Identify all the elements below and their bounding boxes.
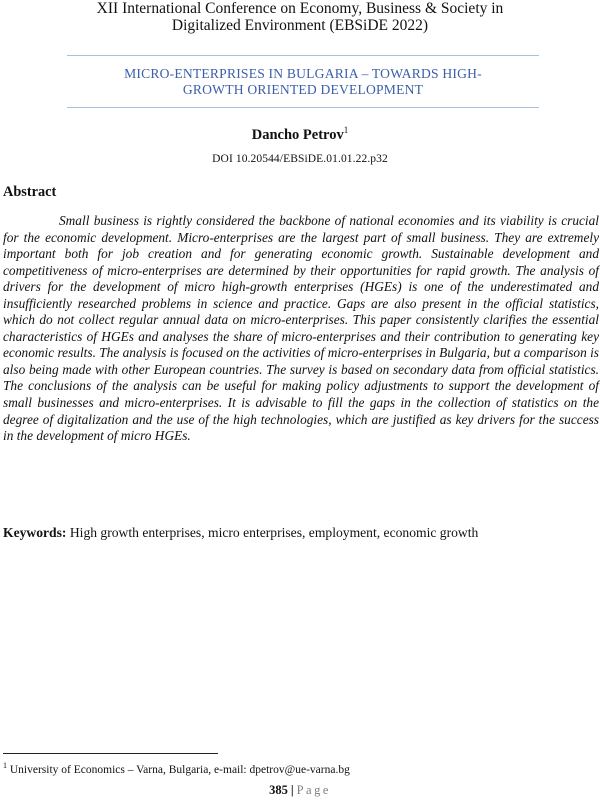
title-rule-bottom [67,107,539,108]
author-footnote-mark[interactable]: 1 [343,125,349,135]
conference-header-line-1: XII International Conference on Economy, Business & Society in [96,0,504,17]
page-separator: | [290,783,294,797]
paper-title-line-1: MICRO-ENTERPRISES IN BULGARIA – TOWARDS HIGH- [124,66,482,81]
page-footer [0,783,600,798]
footnote [3,759,350,777]
abstract-heading: Abstract [3,184,57,200]
title-rule-top [67,55,539,56]
paper-title-line-2: GROWTH ORIENTED DEVELOPMENT [182,82,424,97]
footnote-mark: 1 [3,761,7,770]
footnote-text: University of Economics – Varna, Bulgaria, e-mail: dpetrov@ue-varna.bg [9,763,350,776]
author-line [0,125,600,144]
keywords-text: High growth enterprises, micro enterprises, employment, economic growth [69,525,479,540]
page-word: Page [296,783,331,797]
abstract-text: Small business is rightly considered the backbone of national economies and its viability is crucial for the economic development. Micro-enterprises are the largest part of small business. They are extremely important both for job creation and for generating economic growth. Sustainable development and competitiveness of micro-enterprises are determined by their opportunities for rapid growth. The analysis of drivers for the development of micro high-growth enterprises (HGEs) is one of the underestimated and insufficiently researched problems in science and practice. Gaps are also present in the official statistics, which do not collect regular annual data on micro-enterprises. This paper consistently clarifies the essential characteristics of HGEs and analyses the share of micro-enterprises and their contribution to generating key economic results. The analysis is focused on the activities of micro-enterprises in Bulgaria, but a comparison is also being made with other European countries. The survey is based on secondary data from official statistics. The conclusions of the analysis can be useful for making policy adjustments to support the development of small businesses and micro-enterprises. It is advisable to fill the gaps in the collection of statistics on the degree of digitalization and the use of the high technologies, which are justified as key drivers for the success in the development of micro HGEs. [3,213,599,444]
author-name: Dancho Petrov [251,126,344,143]
paper-title [40,66,566,98]
conference-header-line-2: Digitalized Environment (EBSiDE 2022) [171,17,429,34]
footnote-rule [3,753,218,754]
keywords-label: Keywords: [3,525,67,540]
conference-header [0,0,600,34]
doi: DOI 10.20544/EBSiDE.01.01.22.p32 [212,153,388,165]
page-number: 385 [269,783,288,797]
keywords [3,524,599,541]
